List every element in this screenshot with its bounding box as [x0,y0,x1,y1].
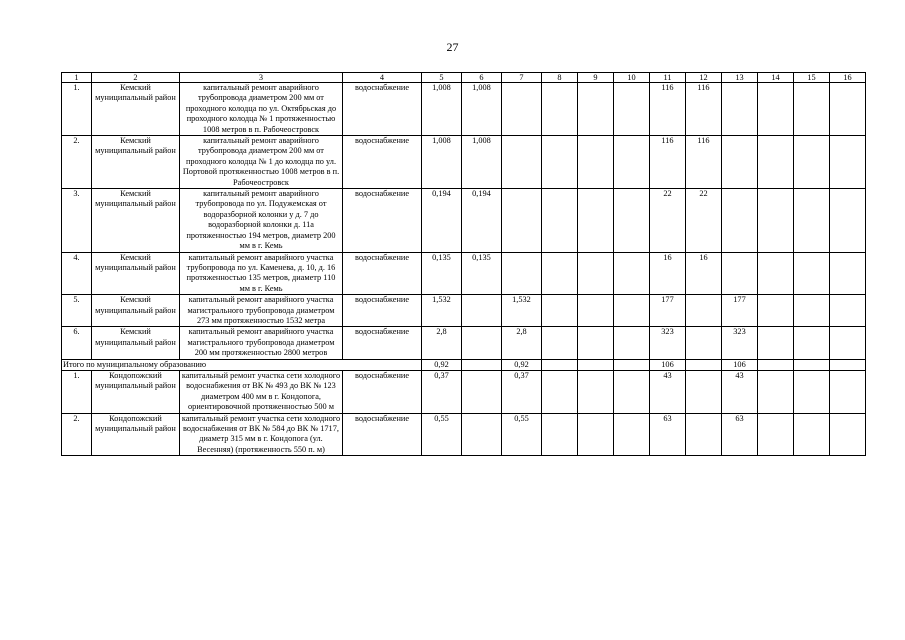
column-number-cell: 9 [578,73,614,83]
column-number-row [62,73,866,83]
description-cell: капитальный ремонт аварийного участка трубопровода по ул. Каменева, д. 10, д. 16 протяженностью 135 метров, диаметр 110 мм в г. Кемь [180,252,343,295]
data-table [61,72,866,456]
column-number-cell: 6 [462,73,502,83]
value-cell-c5: 1,008 [422,136,462,189]
value-cell-c9 [578,295,614,327]
value-cell-c8 [542,83,578,136]
value-cell-c15 [794,359,830,370]
value-cell-c16 [830,327,866,359]
column-number-cell: 14 [758,73,794,83]
value-cell-c11: 16 [650,252,686,295]
value-cell-c9 [578,370,614,413]
description-cell: капитальный ремонт аварийного трубопровода по ул. Подужемская от водоразборной колонки у д. 7 до водоразборной колонки д. 11а протяженностью 194 метров, диаметр 200 мм в г. Кемь [180,189,343,252]
value-cell-c8 [542,413,578,456]
column-number-cell: 15 [794,73,830,83]
value-cell-c7: 0,92 [502,359,542,370]
value-cell-c12 [686,413,722,456]
district-cell: Кондопожский муниципальный район [92,370,180,413]
value-cell-c5: 1,532 [422,295,462,327]
purpose-cell: водоснабжение [343,252,422,295]
purpose-cell: водоснабжение [343,295,422,327]
value-cell-c15 [794,295,830,327]
value-cell-c16 [830,413,866,456]
row-number-cell: 1. [62,83,92,136]
value-cell-c11: 22 [650,189,686,252]
column-number-cell: 2 [92,73,180,83]
value-cell-c12 [686,370,722,413]
value-cell-c10 [614,370,650,413]
purpose-cell: водоснабжение [343,413,422,456]
value-cell-c6 [462,327,502,359]
description-cell: капитальный ремонт аварийного трубопровода диаметром 200 мм от проходного колодца по ул. Октябрьская до проходного колодца № 1 протяженностью 1008 метров в п. Рабочеостровск [180,83,343,136]
description-cell: капитальный ремонт аварийного участка магистрального трубопровода диаметром 273 мм протяженностью 1532 метра [180,295,343,327]
table-row [62,252,866,295]
value-cell-c16 [830,189,866,252]
value-cell-c13: 63 [722,413,758,456]
value-cell-c10 [614,359,650,370]
value-cell-c6 [462,370,502,413]
value-cell-c7: 0,37 [502,370,542,413]
column-number-cell: 1 [62,73,92,83]
value-cell-c6 [462,359,502,370]
row-number-cell: 5. [62,295,92,327]
value-cell-c15 [794,136,830,189]
value-cell-c14 [758,370,794,413]
value-cell-c5: 0,55 [422,413,462,456]
value-cell-c14 [758,83,794,136]
value-cell-c16 [830,295,866,327]
value-cell-c9 [578,359,614,370]
district-cell: Кемский муниципальный район [92,83,180,136]
page-number: 27 [446,40,459,54]
value-cell-c10 [614,413,650,456]
value-cell-c13 [722,189,758,252]
value-cell-c10 [614,295,650,327]
value-cell-c13 [722,136,758,189]
value-cell-c5: 0,194 [422,189,462,252]
description-cell: капитальный ремонт участка сети холодного водоснабжения от ВК № 584 до ВК № 1717, диаметр 315 мм в г. Кондопога (ул. Весенняя) (протяженность 550 п. м) [180,413,343,456]
value-cell-c5: 0,92 [422,359,462,370]
table-body [62,73,866,456]
value-cell-c10 [614,83,650,136]
value-cell-c12 [686,295,722,327]
value-cell-c7 [502,252,542,295]
value-cell-c11: 323 [650,327,686,359]
table-row [62,295,866,327]
table-row [62,189,866,252]
value-cell-c8 [542,252,578,295]
row-number-cell: 2. [62,136,92,189]
purpose-cell: водоснабжение [343,83,422,136]
value-cell-c12: 22 [686,189,722,252]
value-cell-c16 [830,136,866,189]
district-cell: Кемский муниципальный район [92,136,180,189]
value-cell-c6: 1,008 [462,83,502,136]
table-row [62,413,866,456]
value-cell-c11: 116 [650,136,686,189]
purpose-cell: водоснабжение [343,370,422,413]
value-cell-c14 [758,413,794,456]
value-cell-c14 [758,252,794,295]
value-cell-c11: 43 [650,370,686,413]
value-cell-c12: 16 [686,252,722,295]
value-cell-c7: 0,55 [502,413,542,456]
district-cell: Кондопожский муниципальный район [92,413,180,456]
value-cell-c13: 106 [722,359,758,370]
value-cell-c8 [542,359,578,370]
value-cell-c10 [614,327,650,359]
district-cell: Кемский муниципальный район [92,327,180,359]
value-cell-c7 [502,189,542,252]
value-cell-c11: 63 [650,413,686,456]
district-cell: Кемский муниципальный район [92,252,180,295]
column-number-cell: 4 [343,73,422,83]
column-number-cell: 5 [422,73,462,83]
value-cell-c15 [794,189,830,252]
value-cell-c13 [722,252,758,295]
description-cell: капитальный ремонт аварийного трубопровода диаметром 200 мм от проходного колодца № 1 до колодца по ул. Портовой протяженностью 1008 метров в п. Рабочеостровск [180,136,343,189]
value-cell-c16 [830,83,866,136]
value-cell-c7 [502,136,542,189]
value-cell-c9 [578,413,614,456]
value-cell-c5: 0,37 [422,370,462,413]
value-cell-c14 [758,136,794,189]
district-cell: Кемский муниципальный район [92,295,180,327]
value-cell-c10 [614,252,650,295]
purpose-cell: водоснабжение [343,136,422,189]
value-cell-c9 [578,83,614,136]
table-row [62,136,866,189]
purpose-cell: водоснабжение [343,189,422,252]
value-cell-c9 [578,327,614,359]
value-cell-c6: 1,008 [462,136,502,189]
value-cell-c15 [794,413,830,456]
column-number-cell: 11 [650,73,686,83]
column-number-cell: 7 [502,73,542,83]
column-number-cell: 3 [180,73,343,83]
column-number-cell: 8 [542,73,578,83]
value-cell-c8 [542,295,578,327]
column-number-cell: 12 [686,73,722,83]
value-cell-c14 [758,359,794,370]
table-row [62,327,866,359]
value-cell-c11: 116 [650,83,686,136]
value-cell-c13: 43 [722,370,758,413]
value-cell-c15 [794,252,830,295]
value-cell-c12 [686,359,722,370]
description-cell: капитальный ремонт аварийного участка магистрального трубопровода диаметром 200 мм протяженностью 2800 метров [180,327,343,359]
value-cell-c8 [542,189,578,252]
value-cell-c5: 1,008 [422,83,462,136]
column-number-cell: 10 [614,73,650,83]
row-number-cell: 1. [62,370,92,413]
value-cell-c7: 2,8 [502,327,542,359]
description-cell: капитальный ремонт участка сети холодного водоснабжения от ВК № 493 до ВК № 123 диаметром 400 мм в г. Кондопога, ориентировочной протяженностью 500 м [180,370,343,413]
value-cell-c5: 0,135 [422,252,462,295]
value-cell-c15 [794,370,830,413]
value-cell-c9 [578,136,614,189]
total-label: Итого по муниципальному образованию [62,359,422,370]
value-cell-c5: 2,8 [422,327,462,359]
total-row [62,359,866,370]
value-cell-c8 [542,370,578,413]
value-cell-c8 [542,327,578,359]
value-cell-c10 [614,189,650,252]
value-cell-c14 [758,189,794,252]
value-cell-c6 [462,295,502,327]
value-cell-c6: 0,135 [462,252,502,295]
value-cell-c10 [614,136,650,189]
district-cell: Кемский муниципальный район [92,189,180,252]
value-cell-c12: 116 [686,136,722,189]
value-cell-c16 [830,359,866,370]
value-cell-c7 [502,83,542,136]
value-cell-c13: 177 [722,295,758,327]
table-row [62,370,866,413]
row-number-cell: 2. [62,413,92,456]
value-cell-c15 [794,327,830,359]
purpose-cell: водоснабжение [343,327,422,359]
value-cell-c12 [686,327,722,359]
value-cell-c8 [542,136,578,189]
value-cell-c14 [758,295,794,327]
value-cell-c11: 177 [650,295,686,327]
value-cell-c6: 0,194 [462,189,502,252]
value-cell-c16 [830,370,866,413]
value-cell-c14 [758,327,794,359]
value-cell-c16 [830,252,866,295]
value-cell-c13: 323 [722,327,758,359]
value-cell-c7: 1,532 [502,295,542,327]
value-cell-c9 [578,252,614,295]
table-row [62,83,866,136]
value-cell-c12: 116 [686,83,722,136]
value-cell-c6 [462,413,502,456]
value-cell-c9 [578,189,614,252]
column-number-cell: 16 [830,73,866,83]
value-cell-c15 [794,83,830,136]
row-number-cell: 6. [62,327,92,359]
row-number-cell: 4. [62,252,92,295]
column-number-cell: 13 [722,73,758,83]
value-cell-c11: 106 [650,359,686,370]
row-number-cell: 3. [62,189,92,252]
value-cell-c13 [722,83,758,136]
